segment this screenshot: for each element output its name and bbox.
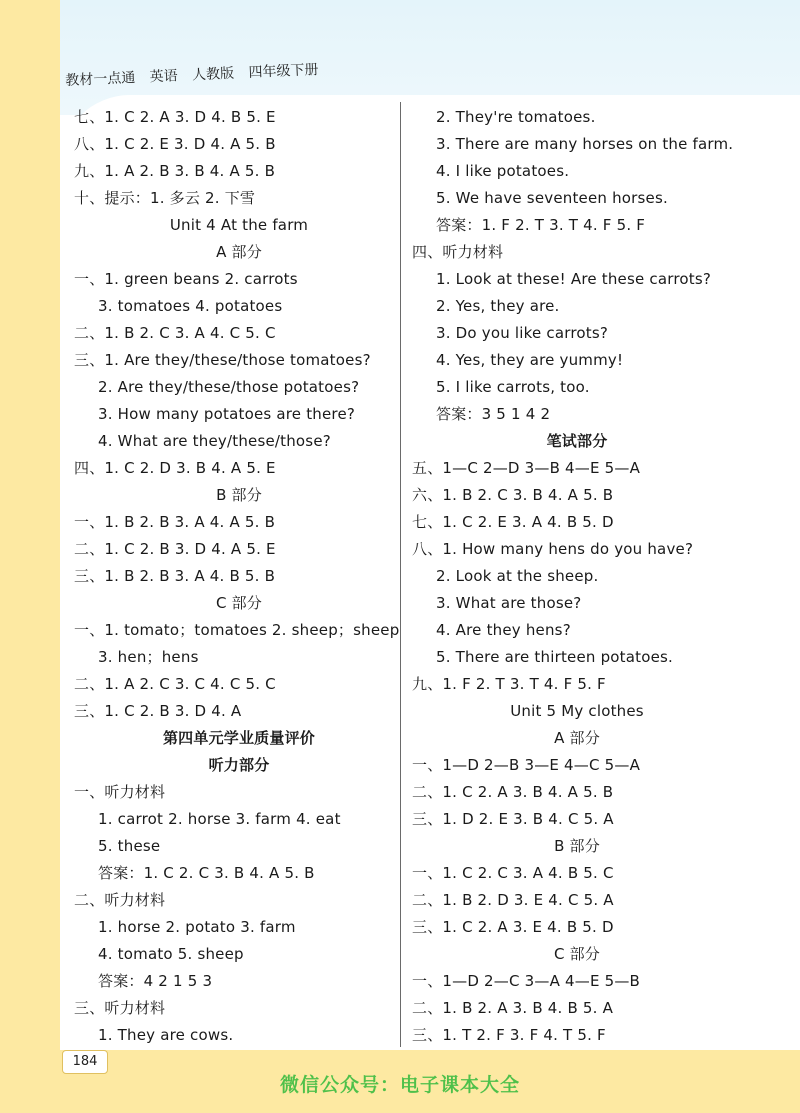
answer-line: A 部分 — [554, 729, 600, 747]
answer-line: 4. I like potatoes. — [436, 162, 570, 180]
answer-line: 3. hen；hens — [98, 648, 199, 666]
answer-line: 2. Look at the sheep. — [436, 567, 599, 585]
answer-line: 答案：1. C 2. C 3. B 4. A 5. B — [98, 864, 315, 882]
answer-line: 答案：3 5 1 4 2 — [436, 405, 551, 423]
answer-line: 答案：4 2 1 5 3 — [98, 972, 213, 990]
answer-column-left — [74, 104, 404, 1049]
answer-line: 二、听力材料 — [74, 891, 166, 909]
answer-line: 5. I like carrots, too. — [436, 378, 590, 396]
answer-line: 一、1—D 2—C 3—A 4—E 5—B — [412, 972, 641, 990]
header-subject: 英语 — [149, 68, 179, 86]
answer-line: 答案：1. F 2. T 3. T 4. F 5. F — [436, 216, 646, 234]
answer-line: 3. How many potatoes are there? — [98, 405, 356, 423]
answer-line: 1. carrot 2. horse 3. farm 4. eat — [98, 810, 341, 828]
answer-line: 三、1. Are they/these/those tomatoes? — [74, 351, 371, 369]
answer-line: 六、1. B 2. C 3. B 4. A 5. B — [412, 486, 614, 504]
header-edition: 人教版 — [191, 65, 235, 84]
answer-line: A 部分 — [216, 243, 262, 261]
answer-line: 3. Do you like carrots? — [436, 324, 609, 342]
answer-line: 七、1. C 2. A 3. D 4. B 5. E — [74, 108, 276, 126]
answer-line: C 部分 — [215, 594, 263, 612]
answer-column-right — [412, 104, 742, 1049]
answer-line: 4. What are they/these/those? — [98, 432, 331, 450]
answer-line: 八、1. How many hens do you have? — [412, 540, 694, 558]
answer-line: 1. Look at these! Are these carrots? — [436, 270, 712, 288]
answer-line: 三、1. T 2. F 3. F 4. T 5. F — [412, 1026, 606, 1044]
answer-line: 3. tomatoes 4. potatoes — [98, 297, 283, 315]
answer-line: 九、1. A 2. B 3. B 4. A 5. B — [74, 162, 276, 180]
answer-line: 5. these — [98, 837, 161, 855]
answer-line: 二、1. B 2. C 3. A 4. C 5. C — [74, 324, 276, 342]
answer-line: 二、1. C 2. A 3. B 4. A 5. B — [412, 783, 614, 801]
answer-line: 3. There are many horses on the farm. — [436, 135, 734, 153]
answer-line: 四、1. C 2. D 3. B 4. A 5. E — [74, 459, 276, 477]
answer-line: 七、1. C 2. E 3. A 4. B 5. D — [412, 513, 614, 531]
header-grade: 四年级下册 — [248, 61, 319, 82]
answer-line: 3. What are those? — [436, 594, 582, 612]
answer-line: 二、1. B 2. D 3. E 4. C 5. A — [412, 891, 614, 909]
answer-line: 笔试部分 — [546, 432, 608, 450]
answer-line: 1. horse 2. potato 3. farm — [98, 918, 296, 936]
answer-line: 十、提示：1. 多云 2. 下雪 — [74, 189, 256, 207]
answer-line: 2. They're tomatoes. — [436, 108, 596, 126]
answer-line: 2. Yes, they are. — [436, 297, 560, 315]
answer-line: 三、听力材料 — [74, 999, 166, 1017]
answer-line: Unit 5 My clothes — [510, 702, 644, 720]
answer-line: 1. They are cows. — [98, 1026, 234, 1044]
answer-line: 4. tomato 5. sheep — [98, 945, 244, 963]
answer-line: 5. There are thirteen potatoes. — [436, 648, 674, 666]
answer-line: 一、1. B 2. B 3. A 4. A 5. B — [74, 513, 276, 531]
answer-line: Unit 4 At the farm — [169, 216, 309, 234]
answer-line: 5. We have seventeen horses. — [436, 189, 668, 207]
answer-line: 第四单元学业质量评价 — [162, 729, 315, 747]
answer-line: 二、1. B 2. A 3. B 4. B 5. A — [412, 999, 614, 1017]
answer-line: 四、听力材料 — [412, 243, 504, 261]
left-margin-band — [0, 0, 60, 1113]
answer-line: 五、1—C 2—D 3—B 4—E 5—A — [412, 459, 641, 477]
answer-line: 三、1. B 2. B 3. A 4. B 5. B — [74, 567, 276, 585]
page-number: 184 — [62, 1050, 108, 1074]
answer-line: 4. Are they hens? — [436, 621, 571, 639]
answer-line: 一、1. green beans 2. carrots — [74, 270, 298, 288]
answer-line: 一、1. tomato；tomatoes 2. sheep；sheep — [74, 621, 400, 639]
watermark-text: 微信公众号：电子课本大全 — [279, 1074, 520, 1096]
answer-line: 九、1. F 2. T 3. T 4. F 5. F — [412, 675, 606, 693]
answer-line: C 部分 — [553, 945, 601, 963]
answer-line: 二、1. C 2. B 3. D 4. A 5. E — [74, 540, 276, 558]
answer-line: B 部分 — [554, 837, 600, 855]
answer-line: 二、1. A 2. C 3. C 4. C 5. C — [74, 675, 276, 693]
answer-line: 一、1. C 2. C 3. A 4. B 5. C — [412, 864, 614, 882]
answer-line: 2. Are they/these/those potatoes? — [98, 378, 360, 396]
answer-line: 一、1—D 2—B 3—E 4—C 5—A — [412, 756, 641, 774]
answer-line: 三、1. D 2. E 3. B 4. C 5. A — [412, 810, 614, 828]
answer-line: 一、听力材料 — [74, 783, 166, 801]
answer-line: 听力部分 — [208, 756, 270, 774]
header-book: 教材一点通 — [64, 69, 136, 90]
answer-line: B 部分 — [216, 486, 262, 504]
answer-line: 4. Yes, they are yummy! — [436, 351, 624, 369]
answer-line: 八、1. C 2. E 3. D 4. A 5. B — [74, 135, 276, 153]
column-divider — [400, 102, 401, 1047]
answer-line: 三、1. C 2. B 3. D 4. A — [74, 702, 242, 720]
answer-line: 三、1. C 2. A 3. E 4. B 5. D — [412, 918, 614, 936]
